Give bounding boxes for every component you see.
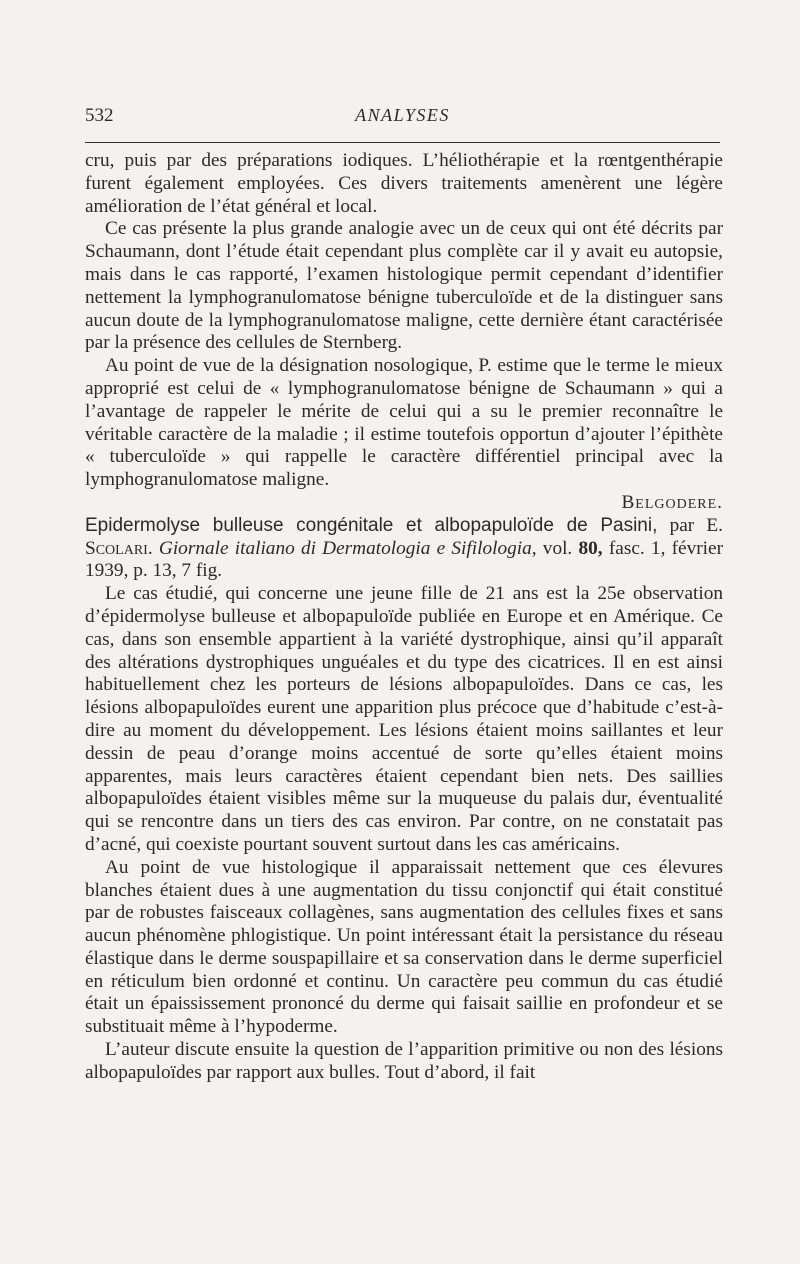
paragraph: L’auteur discute ensuite la question de l’apparition primitive ou non des lésions albopapuloïdes par rapport aux bulles. Tout d’abord, il fait (85, 1039, 723, 1083)
bibliographic-entry (85, 515, 723, 583)
entry-title: Epidermolyse bulleuse congénitale et albopapuloïde de Pasini, (85, 514, 658, 536)
entry-author: Scolari. (85, 537, 153, 559)
entry-volume: 80, (578, 537, 603, 559)
paragraph: Le cas étudié, qui concerne une jeune fille de 21 ans est la 25e observation d’épidermolyse bulleuse et albopapuloïde publiée en Europe et en Amérique. Ce cas, dans son ensemble appartient à la variété dystrophique, ainsi qu’il apparaît des altérations dystrophiques unguéales et du type des cicatrices. Il en est ainsi habituellement chez les porteurs de lésions albopapuloïdes. Dans ce cas, les lésions albopapuloïdes eurent une apparition plus précoce que d’habitude c’est-à-dire au moment du développement. Les lésions étaient moins saillantes et leur dessin de peau d’orange moins accentué de sorte qu’elles étaient moins apparentes, mais leurs caractères étaient cependant bien nets. Des saillies albopapuloïdes étaient visibles même sur la muqueuse du palais dur, éventualité qui se rencontre dans un tiers des cas environ. Par contre, on ne constatait pas d’acné, qui coexiste pourtant souvent surtout dans les cas américains. (85, 583, 723, 855)
page-number: 532 (85, 105, 114, 126)
running-title: ANALYSES (355, 105, 450, 125)
entry-journal: Giornale italiano di Dermatologia e Sifilologia, (158, 537, 537, 559)
paragraph: Ce cas présente la plus grande analogie avec un de ceux qui ont été décrits par Schaumann, dont l’étude était cependant plus complète car il y avait eu autopsie, mais dans le cas rapporté, l’examen histologique permit cependant d’identifier nettement la lymphogranulomatose bénigne tuberculoïde et de la distinguer sans aucun doute de la lymphogranulomatose maligne, cette dernière étant caractérisée par la présence des cellules de Sternberg. (85, 218, 723, 354)
entry-vol-label: vol. (542, 537, 573, 559)
page-header (85, 105, 720, 131)
entry-by: par E. (669, 514, 724, 536)
article-body (85, 150, 723, 1085)
paragraph: Au point de vue de la désignation nosologique, P. estime que le terme le mieux approprié est celui de « lymphogranulomatose bénigne de Schaumann » qui a l’avantage de rappeler le mérite de celui qui a su le premier reconnaître le véritable caractère de la maladie ; il estime toutefois opportun d’ajouter l’épithète « tuberculoïde » qui rappelle le caractère différentiel principal avec la lymphogranulomatose maligne. (85, 355, 723, 491)
paragraph: cru, puis par des préparations iodiques. L’héliothérapie et la rœntgenthérapie furent également employées. Ces divers traitements amenèrent une légère amélioration de l’état général et local. (85, 150, 723, 217)
signature: Belgodere. (621, 491, 723, 513)
paragraph: Au point de vue histologique il apparaissait nettement que ces élevures blanches étaient dues à une augmentation du tissu conjonctif qui était constitué par de robustes faisceaux collagènes, sans augmentation des cellules fixes et sans aucun phénomène phlogistique. Un point intéressant était la persistance du réseau élastique dans le derme souspapillaire et sa conservation dans le derme superficiel en réticulum bien ordonné et continu. Un caractère peu commun du cas étudié était un épaississement prononcé du derme qui faisait saillie en profondeur et se substituait même à l’hypoderme. (85, 856, 723, 1038)
header-rule (85, 142, 720, 143)
entry-details: fasc. 1, février 1939, p. 13, 7 fig. (85, 537, 723, 582)
